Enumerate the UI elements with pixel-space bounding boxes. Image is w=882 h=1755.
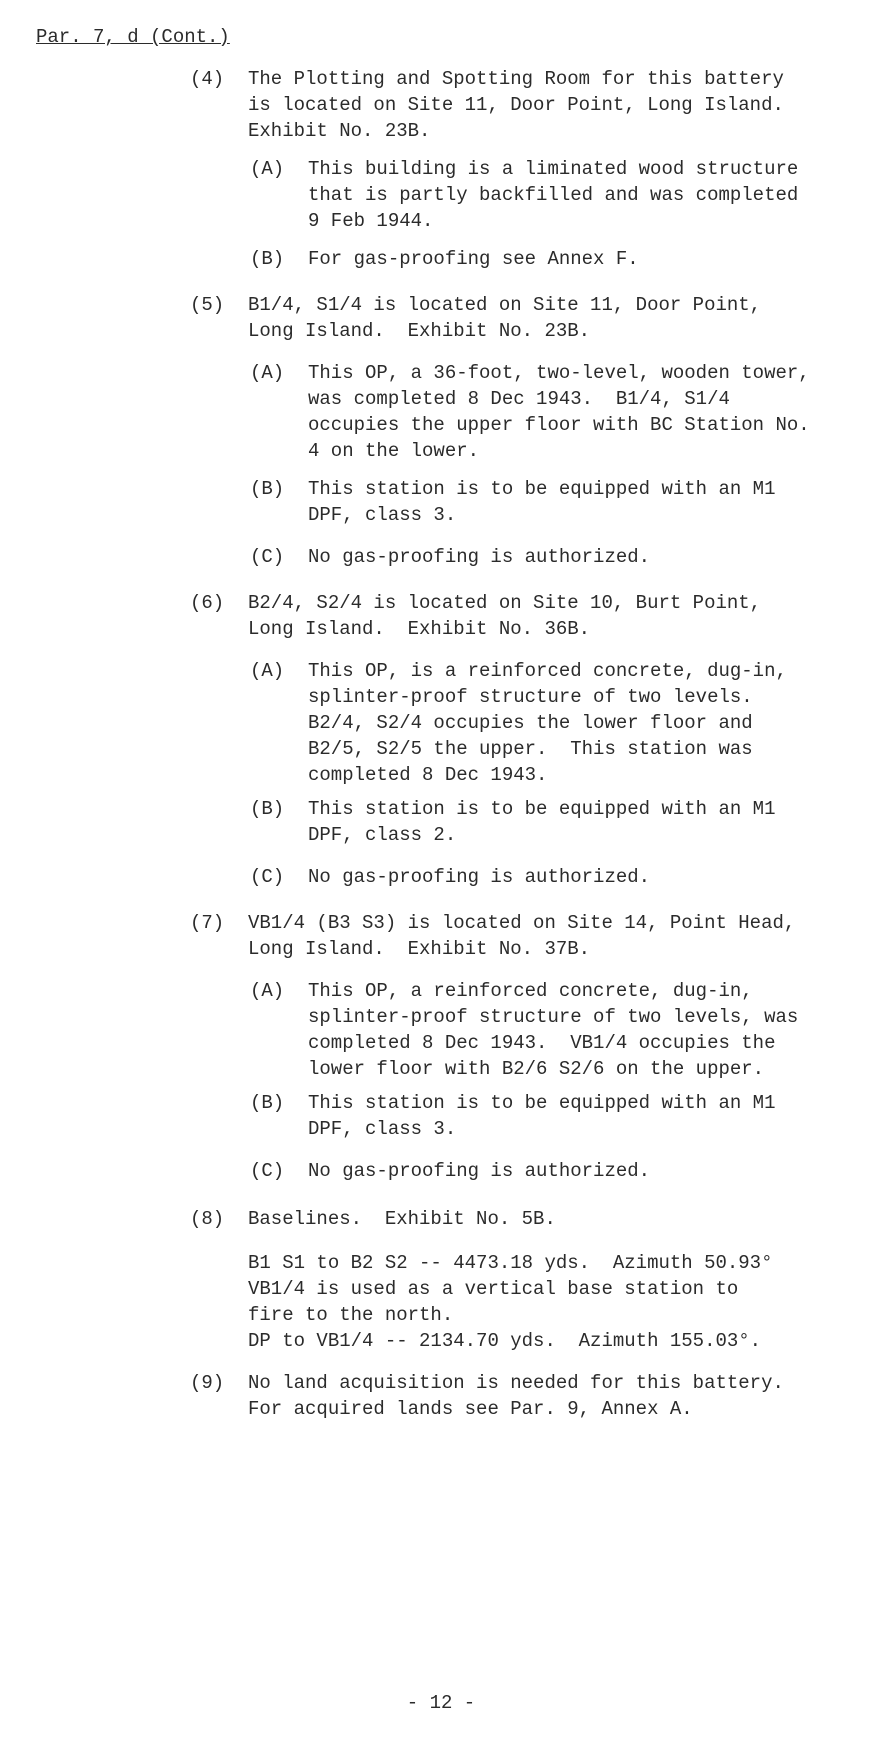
item-number: (6) (190, 592, 225, 614)
item-5-c (250, 544, 860, 570)
text-line: completed 8 Dec 1943. VB1/4 occupies the (308, 1032, 776, 1054)
text-line: was completed 8 Dec 1943. B1/4, S1/4 (308, 388, 730, 410)
item-number: (8) (190, 1208, 225, 1230)
item-7-a (250, 978, 860, 1082)
text-line: DPF, class 3. (308, 504, 457, 526)
item-5-a (250, 360, 860, 464)
sub-item-letter: (B) (250, 1092, 285, 1114)
item-number: (7) (190, 912, 225, 934)
text-line: DPF, class 3. (308, 1118, 457, 1140)
text-line: B2/4, S2/4 occupies the lower floor and (308, 712, 753, 734)
item-8 (190, 1206, 850, 1232)
text-line: For acquired lands see Par. 9, Annex A. (248, 1398, 693, 1420)
item-5-b (250, 476, 860, 528)
item-7-c (250, 1158, 860, 1184)
text-line: This station is to be equipped with an M1 (308, 1092, 776, 1114)
text-line: that is partly backfilled and was completed (308, 184, 799, 206)
item-6 (190, 590, 850, 642)
item-4-b (250, 246, 860, 272)
text-line: The Plotting and Spotting Room for this battery (248, 68, 784, 90)
text-line: This OP, a 36-foot, two-level, wooden tower, (308, 362, 810, 384)
item-7-b (250, 1090, 860, 1142)
text-line: DP to VB1/4 -- 2134.70 yds. Azimuth 155.03°. (248, 1330, 762, 1352)
text-line: occupies the upper floor with BC Station No. (308, 414, 810, 436)
text-line: is located on Site 11, Door Point, Long Island. (248, 94, 784, 116)
item-5 (190, 292, 850, 344)
text-line: B2/4, S2/4 is located on Site 10, Burt Point, (248, 592, 762, 614)
paragraph-reference-header: Par. 7, d (Cont.) (36, 26, 230, 48)
text-line: 9 Feb 1944. (308, 210, 434, 232)
item-number: (4) (190, 68, 225, 90)
sub-item-letter: (C) (250, 546, 285, 568)
text-line: Long Island. Exhibit No. 23B. (248, 320, 591, 342)
sub-item-letter: (B) (250, 248, 285, 270)
text-line: DPF, class 2. (308, 824, 457, 846)
text-line: No gas-proofing is authorized. (308, 1160, 651, 1182)
item-7 (190, 910, 850, 962)
text-line: Baselines. Exhibit No. 5B. (248, 1208, 556, 1230)
text-line: VB1/4 (B3 S3) is located on Site 14, Point Head, (248, 912, 796, 934)
item-number: (9) (190, 1372, 225, 1394)
text-line: This station is to be equipped with an M1 (308, 798, 776, 820)
sub-item-letter: (B) (250, 798, 285, 820)
page-number: - 12 - (406, 1692, 476, 1714)
text-line: No gas-proofing is authorized. (308, 866, 651, 888)
item-4 (190, 66, 850, 144)
sub-item-letter: (A) (250, 158, 285, 180)
text-line: 4 on the lower. (308, 440, 480, 462)
text-line: For gas-proofing see Annex F. (308, 248, 639, 270)
text-line: splinter-proof structure of two levels, was (308, 1006, 799, 1028)
text-line: splinter-proof structure of two levels. (308, 686, 753, 708)
text-line: B2/5, S2/5 the upper. This station was (308, 738, 753, 760)
text-line: No land acquisition is needed for this battery. (248, 1372, 784, 1394)
text-line: This station is to be equipped with an M1 (308, 478, 776, 500)
baselines-details (248, 1250, 858, 1354)
sub-item-letter: (A) (250, 660, 285, 682)
sub-item-letter: (C) (250, 1160, 285, 1182)
text-line: This building is a liminated wood structure (308, 158, 799, 180)
text-line: No gas-proofing is authorized. (308, 546, 651, 568)
text-line: This OP, a reinforced concrete, dug-in, (308, 980, 753, 1002)
item-6-a (250, 658, 860, 788)
text-line: Long Island. Exhibit No. 37B. (248, 938, 591, 960)
text-line: B1 S1 to B2 S2 -- 4473.18 yds. Azimuth 50.93° (248, 1252, 773, 1274)
text-line: Long Island. Exhibit No. 36B. (248, 618, 591, 640)
sub-item-letter: (A) (250, 980, 285, 1002)
text-line: fire to the north. (248, 1304, 454, 1326)
text-line: lower floor with B2/6 S2/6 on the upper. (308, 1058, 765, 1080)
text-line: This OP, is a reinforced concrete, dug-in, (308, 660, 787, 682)
text-line: Exhibit No. 23B. (248, 120, 431, 142)
text-line: B1/4, S1/4 is located on Site 11, Door Point, (248, 294, 762, 316)
item-6-c (250, 864, 860, 890)
sub-item-letter: (A) (250, 362, 285, 384)
item-number: (5) (190, 294, 225, 316)
item-9 (190, 1370, 850, 1422)
sub-item-letter: (C) (250, 866, 285, 888)
sub-item-letter: (B) (250, 478, 285, 500)
item-4-a (250, 156, 860, 234)
text-line: VB1/4 is used as a vertical base station to (248, 1278, 739, 1300)
text-line: completed 8 Dec 1943. (308, 764, 548, 786)
item-6-b (250, 796, 860, 848)
